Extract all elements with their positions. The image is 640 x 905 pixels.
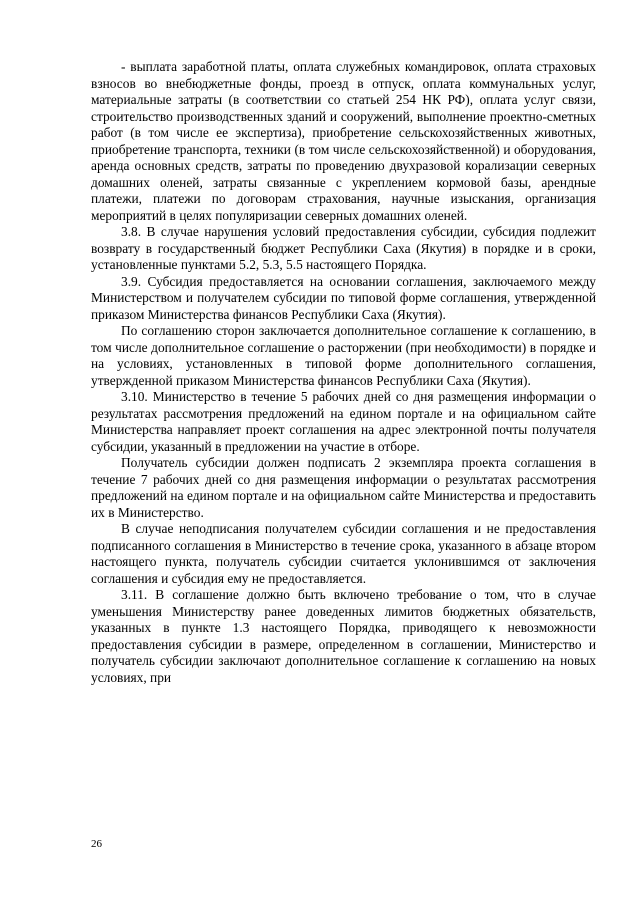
paragraph-3-11: 3.11. В соглашение должно быть включено требование о том, что в случае уменьшения Министерству ранее доведенных лимитов бюджетных обязательств, указанных в пункте 1.3 настоящего Порядка, приводящего к невозможности предоставления субсидии в размере, определенном в соглашении, Министерство и получатель субсидии заключают дополнительное соглашение к соглашению на новых условиях, при [91,587,596,685]
page-number: 26 [91,838,102,850]
paragraph-additional-agreement: По соглашению сторон заключается дополнительное соглашение к соглашению, в том числе дополнительное соглашение о расторжении (при необходимости) в порядке и на условиях, установленных в типовой форме дополнительного соглашения, утвержденной приказом Министерства финансов Республики Саха (Якутия). [91,323,596,388]
document-body [91,59,596,686]
paragraph-3-8: 3.8. В случае нарушения условий предоставления субсидии, субсидия подлежит возврату в государственный бюджет Республики Саха (Якутия) в порядке и в сроки, установленные пунктами 5.2, 5.3, 5.5 настоящего Порядка. [91,224,596,272]
paragraph-expenses-list: - выплата заработной платы, оплата служебных командировок, оплата страховых взносов во внебюджетные фонды, проезд в отпуск, оплата коммунальных услуг, материальные затраты (в соответствии со статьей 254 НК РФ), оплата услуг связи, строительство производственных зданий и сооружений, выполнение проектно-сметных работ (в том числе ее экспертиза), приобретение сельскохозяйственных животных, приобретение транспорта, техники (в том числе сельскохозяйственной) и оборудования, аренда основных средств, затраты по проведению двухразовой корализации северных домашних оленей, затраты связанные с укреплением кормовой базы, арендные платежи, платежи по договорам страхования, научные изыскания, организация мероприятий в целях популяризации северных домашних оленей. [91,59,596,223]
paragraph-recipient-signing: Получатель субсидии должен подписать 2 экземпляра проекта соглашения в течение 7 рабочих дней со дня размещения информации о результатах рассмотрения предложений на едином портале и на официальном сайте Министерства и предоставить их в Министерство. [91,455,596,520]
paragraph-non-signing: В случае неподписания получателем субсидии соглашения и не предоставления подписанного соглашения в Министерство в течение срока, указанного в абзаце втором настоящего пункта, получатель субсидии считается уклонившимся от заключения соглашения и субсидия ему не предоставляется. [91,521,596,586]
paragraph-3-9: 3.9. Субсидия предоставляется на основании соглашения, заключаемого между Министерством и получателем субсидии по типовой форме соглашения, утвержденной приказом Министерства финансов Республики Саха (Якутия). [91,273,596,322]
paragraph-3-10: 3.10. Министерство в течение 5 рабочих дней со дня размещения информации о результатах рассмотрения предложений на едином портале и на официальном сайте Министерства направляет проект соглашения на адрес электронной почты получателя субсидии, указанный в предложении на участие в отборе. [91,389,596,454]
